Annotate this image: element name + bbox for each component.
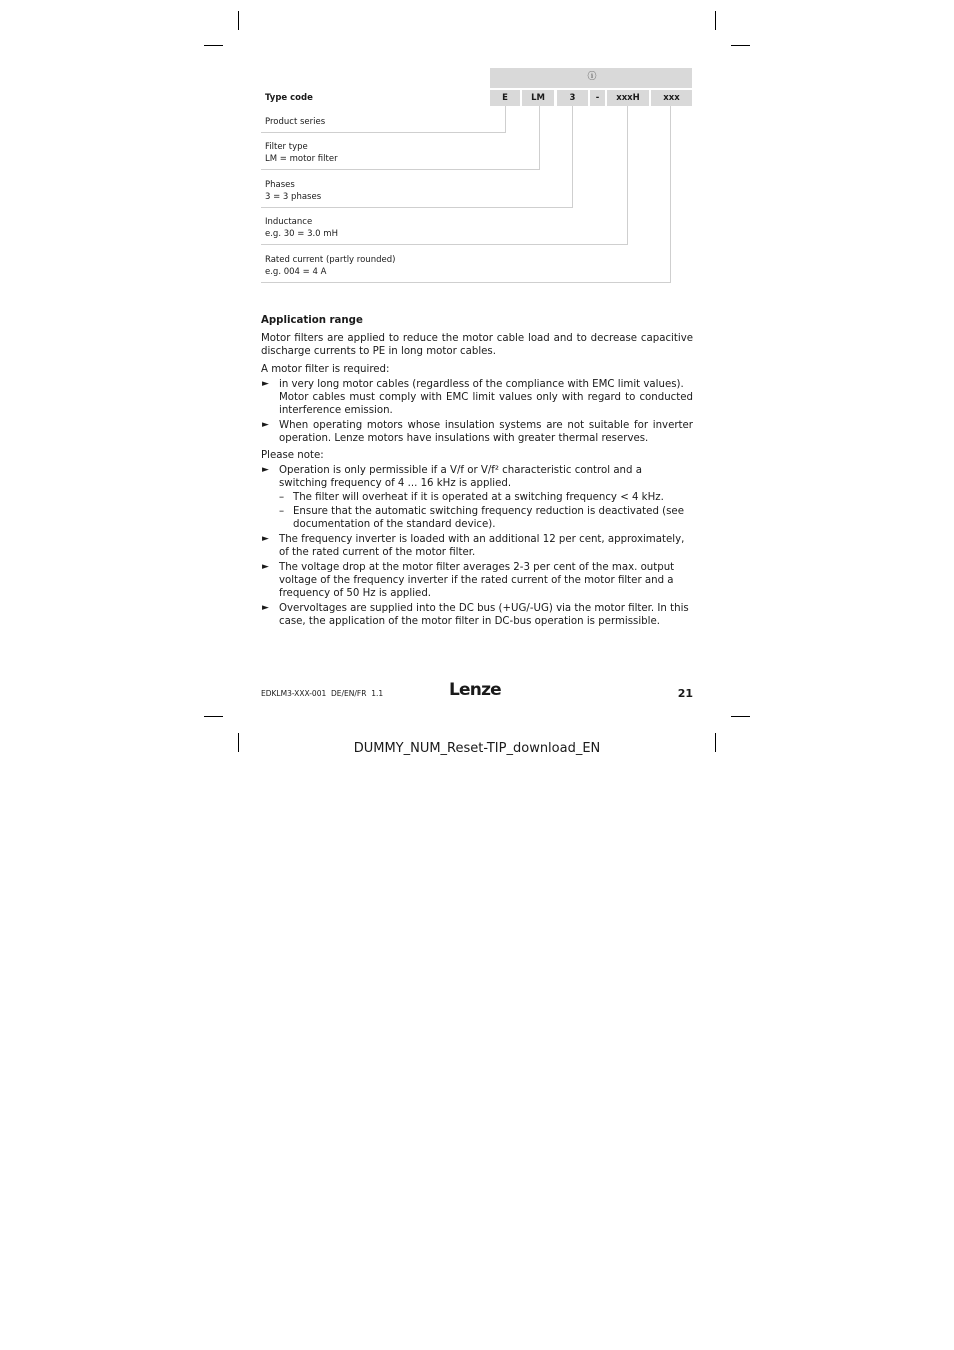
field-label: Phases bbox=[265, 180, 295, 190]
sub-list bbox=[279, 491, 693, 531]
note-list bbox=[261, 464, 693, 628]
field-detail: e.g. 004 = 4 A bbox=[265, 266, 327, 277]
field-underline bbox=[261, 132, 506, 133]
field-phases bbox=[265, 180, 321, 203]
intro-paragraph: Motor filters are applied to reduce the motor cable load and to decrease capacitive discharge currents to PE in long motor cables. bbox=[261, 333, 693, 357]
field-detail: e.g. 30 = 3.0 mH bbox=[265, 228, 338, 239]
list-item bbox=[261, 602, 693, 628]
list-item-text: ► Operation is only permissible if a V/f or V/f² characteristic control and a switching frequency of 4 ... 16 kHz is applied. bbox=[279, 465, 642, 489]
note-title: Please note: bbox=[261, 450, 324, 461]
field-label: Product series bbox=[265, 117, 326, 127]
page-number: 21 bbox=[677, 687, 693, 700]
field-detail: LM = motor filter bbox=[265, 153, 338, 164]
field-label: Rated current (partly rounded) bbox=[265, 255, 396, 265]
document-id: EDKLM3-XXX-001 DE/EN/FR 1.1 bbox=[261, 689, 384, 698]
lenze-logo: Lenze bbox=[449, 680, 501, 700]
info-icon: ⓘ bbox=[587, 72, 597, 82]
type-code-cell-filter: LM bbox=[522, 90, 554, 106]
list-item-text: ► in very long motor cables (regardless of the compliance with EMC limit values). bbox=[279, 379, 684, 390]
field-label: Filter type bbox=[265, 142, 308, 152]
field-product-series bbox=[265, 117, 325, 129]
field-inductance bbox=[265, 217, 338, 240]
connector-line bbox=[505, 106, 506, 132]
list-item-text: ► The frequency inverter is loaded with an additional 12 per cent, approximately, of the rated current of the motor filter. bbox=[279, 534, 685, 558]
field-rated-current bbox=[265, 255, 395, 278]
type-code-cell-current: xxx bbox=[651, 90, 692, 106]
sub-list-item: – Ensure that the automatic switching frequency reduction is deactivated (see documentation of the standard device). bbox=[279, 505, 693, 531]
bottom-label: DUMMY_NUM_Reset-TIP_download_EN bbox=[353, 741, 601, 756]
required-title: A motor filter is required: bbox=[261, 364, 390, 375]
crop-mark bbox=[204, 716, 223, 717]
crop-mark bbox=[731, 716, 750, 717]
field-filter-type bbox=[265, 142, 338, 165]
connector-line bbox=[670, 106, 671, 282]
list-item bbox=[261, 533, 693, 559]
list-item-text: ► Overvoltages are supplied into the DC bus (+UG/-UG) via the motor filter. In this case, the application of the motor filter in DC-bus operation is permissible. bbox=[279, 603, 689, 627]
list-item bbox=[261, 419, 693, 445]
list-item bbox=[261, 561, 693, 600]
list-item-text: ► When operating motors whose insulation systems are not suitable for inverter operation. Lenze motors have insulations with greater thermal reserves. bbox=[279, 420, 693, 444]
section-heading: Application range bbox=[261, 315, 363, 326]
crop-mark bbox=[731, 45, 750, 46]
crop-mark bbox=[238, 733, 239, 752]
crop-mark bbox=[238, 11, 239, 30]
field-label: Inductance bbox=[265, 217, 313, 227]
connector-line bbox=[627, 106, 628, 244]
field-underline bbox=[261, 169, 540, 170]
field-detail: 3 = 3 phases bbox=[265, 191, 322, 202]
required-list bbox=[261, 378, 693, 445]
field-underline bbox=[261, 244, 628, 245]
crop-mark bbox=[204, 45, 223, 46]
type-code-cell-series: E bbox=[490, 90, 520, 106]
list-item-extra: Motor cables must comply with EMC limit values only with regard to conducted interference emission. bbox=[279, 392, 693, 416]
field-underline bbox=[261, 282, 671, 283]
application-range-section bbox=[261, 314, 693, 630]
field-underline bbox=[261, 207, 573, 208]
type-code-cell-dash: - bbox=[590, 90, 605, 106]
list-item-text: ► The voltage drop at the motor filter averages 2-3 per cent of the max. output voltage of the frequency inverter if the rated current of the motor filter and a frequency of 50 Hz is applied. bbox=[279, 562, 675, 599]
crop-mark bbox=[715, 11, 716, 30]
crop-mark bbox=[715, 733, 716, 752]
type-code-title: Type code bbox=[265, 93, 313, 103]
type-code-cell-inductance: xxxH bbox=[607, 90, 649, 106]
connector-line bbox=[539, 106, 540, 169]
connector-line bbox=[572, 106, 573, 207]
list-item bbox=[261, 464, 693, 531]
sub-list-item: – The filter will overheat if it is operated at a switching frequency < 4 kHz. bbox=[279, 491, 693, 504]
type-code-cell-phases: 3 bbox=[557, 90, 588, 106]
list-item bbox=[261, 378, 693, 417]
